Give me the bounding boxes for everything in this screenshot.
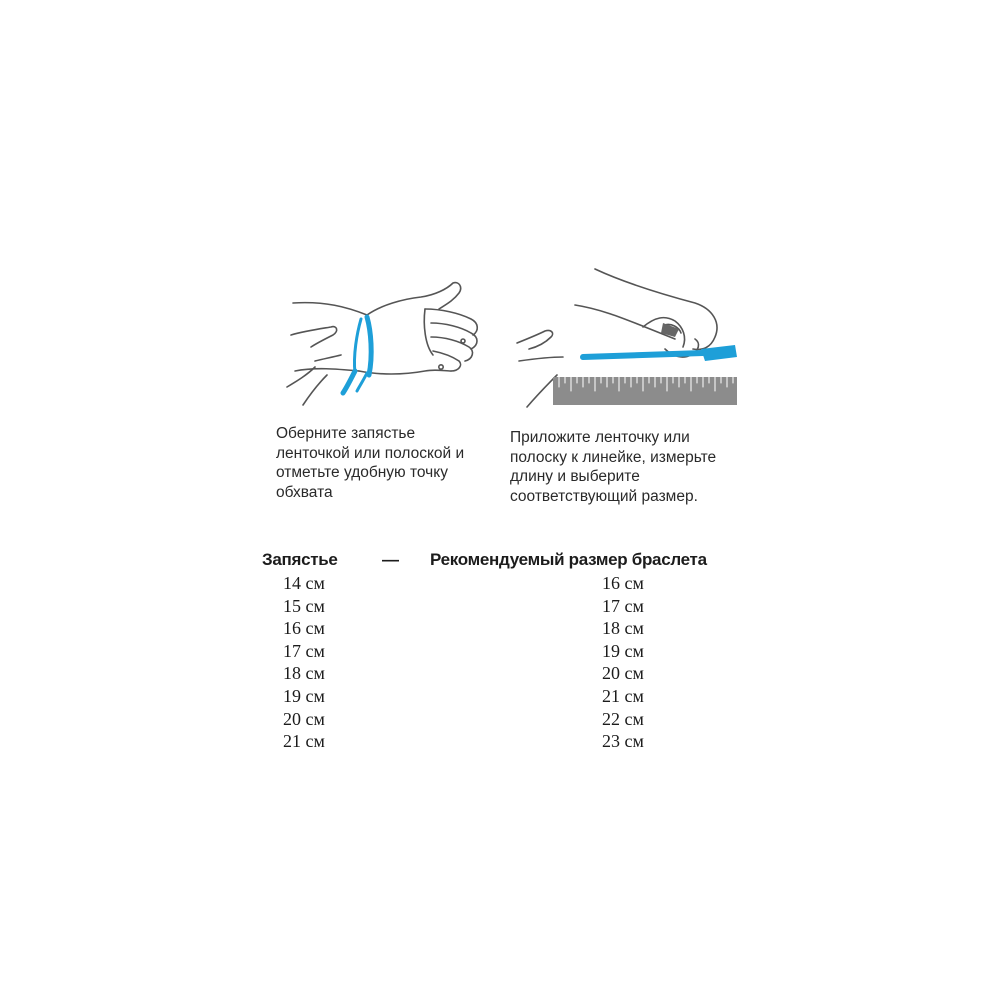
bracelet-size-cell: 18 см <box>602 618 644 639</box>
wrist-size-cell: 20 см <box>283 708 325 729</box>
bracelet-size-cell: 20 см <box>602 663 644 684</box>
wrist-size-cell: 17 см <box>283 640 325 661</box>
instruction-line: отметьте удобную точку <box>276 464 448 481</box>
wrist-wrap-illustration <box>285 275 485 415</box>
wrist-size-cell: 18 см <box>283 663 325 684</box>
wrist-size-cell: 14 см <box>283 573 325 593</box>
table-header-wrist: Запястье <box>262 550 338 569</box>
ruler-icon <box>553 377 737 405</box>
instruction-wrap-wrist <box>276 424 496 502</box>
wrist-size-cell: 21 см <box>283 731 325 752</box>
instruction-line: длину и выберите <box>510 468 640 485</box>
instruction-line: Оберните запястье <box>276 425 416 442</box>
table-header-dash: — <box>382 550 399 569</box>
tape-wrap-icon <box>343 317 371 393</box>
instruction-measure-ruler <box>510 428 750 506</box>
wrist-size-cell: 16 см <box>283 618 325 639</box>
wrist-size-column <box>283 572 325 753</box>
wrist-size-cell: 15 см <box>283 595 325 616</box>
instruction-line: соответствующий размер. <box>510 487 698 505</box>
bracelet-size-cell: 21 см <box>602 685 644 706</box>
bracelet-size-cell: 16 см <box>602 573 644 593</box>
bracelet-size-cell: 22 см <box>602 708 644 729</box>
instruction-line: обхвата <box>276 483 333 501</box>
bracelet-size-column <box>602 572 644 753</box>
tape-strip-icon <box>583 345 737 361</box>
bracelet-size-cell: 19 см <box>602 640 644 661</box>
instruction-line: Приложите ленточку или <box>510 429 690 446</box>
bracelet-size-cell: 23 см <box>602 731 644 752</box>
wrist-size-cell: 19 см <box>283 685 325 706</box>
table-header-bracelet-size: Рекомендуемый размер браслета <box>430 550 707 569</box>
instruction-line: полоску к линейке, измерьте <box>510 448 717 466</box>
instruction-line: ленточкой или полоской и <box>276 444 465 462</box>
tape-on-ruler-illustration <box>515 265 745 410</box>
bracelet-size-cell: 17 см <box>602 595 644 616</box>
